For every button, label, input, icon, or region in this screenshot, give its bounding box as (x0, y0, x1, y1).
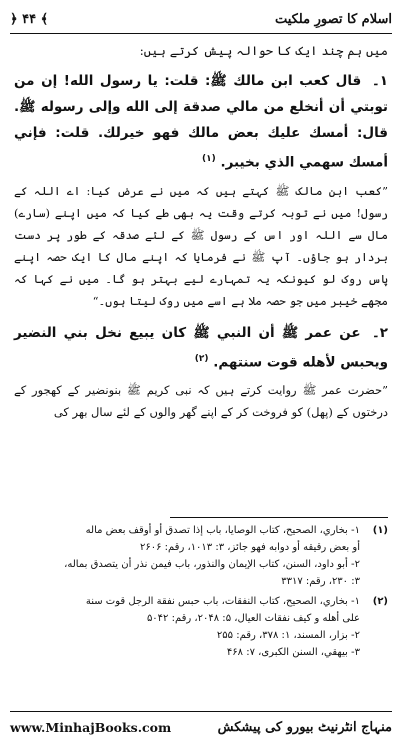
hadith-2-translation: ”حضرت عمر ﷺ روایت کرتے ہیں کہ نبی کریم ﷺ بنونضیر کے کھجور کے درختوں کے (پھل) کو فروخت کر کے اپنے گھر والوں کے لئے سال بھر کی (14, 383, 388, 419)
footnote-line: ۳: ۲۳۰، رقم: ۳۳۱۷ (281, 576, 360, 587)
page-footer (10, 714, 392, 740)
hadith-2-arabic (14, 320, 388, 376)
page-header (10, 6, 392, 32)
footnote-line: ۲- أبو داود، السنن، كتاب الإيمان والنذور، باب فيمن نذر أن يتصدق بماله، (64, 559, 360, 570)
page-number: ﴾ ۴۴ ﴿ (10, 11, 49, 27)
footnote-line: ۱- بخاري، الصحيح، كتاب النفقات، باب حبس نفقة الرجل قوت سنة (85, 596, 360, 607)
footnote-line: على أهله و كيف نفقات العيال، ۵: ۲۰۴۸، رقم: ۵۰۴۲ (146, 613, 360, 624)
footnote-rule (170, 517, 388, 518)
hadith-1-text: قال كعب ابن مالك ﷺ: قلت: يا رسول الله! إن من توبتي أن أنخلع من مالي صدقة إلى الله وإلى رسوله ﷺ. قال: أمسك عليك بعض مالك فهو خيرلك. قلت: فإني أمسك سهمي الذي بخيبر. (14, 73, 388, 171)
hadith-1-translation: ”کعب ابن مالک ﷺ کہتے ہیں کہ میں نے عرض کیا: اے اللہ کے رسول! میں نے توبہ کرتے وقت یہ بھی طے کیا کہ میں اپنے (سارے) مال سے اللہ اور اس کے رسول ﷺ کے لئے صدقہ کے طور پر دست بردار ہو جاؤں۔ آپ ﷺ نے فرمایا کہ اپنے مال کا ایک حصہ اپنے پاس روک لو کیونکہ یہ تمہارے لیے بہتر ہو گا۔ میں نے کہا کہ مجھے خیبر میں جو حصہ ملا ہے اسے میں روک لیتا ہوں۔“ (14, 183, 388, 308)
book-title: اسلام کا تصورِ ملکیت (274, 11, 392, 27)
header-rule (10, 33, 392, 34)
footnotes (14, 522, 388, 664)
footnote-2-lines (86, 593, 360, 661)
page-body (14, 40, 388, 431)
footnote-line: ۳- بيهقي، السنن الكبرى، ۷: ۴۶۸ (226, 647, 360, 658)
footnote-line: ۲- بزار، المسند، ۱: ۳۷۸، رقم: ۲۵۵ (216, 630, 360, 641)
hadith-1-ref: (۱) (202, 154, 216, 164)
hadith-2-text: عن عمر ﷺ أن النبي ﷺ كان يبيع نخل بني النضير ويحبس لأهله قوت سنتهم. (14, 324, 388, 370)
intro-text: میں ہم چند ایک کا حوالہ پیش کرتے ہیں: (139, 43, 388, 58)
hadith-1-arabic (14, 68, 388, 176)
footnote-line: ۱- بخاري، الصحيح، كتاب الوصايا، باب إذا تصدق أو أوقف بعض ماله (85, 525, 360, 536)
footnote-2 (14, 593, 388, 661)
footnote-1-lines (64, 522, 360, 590)
website-link[interactable]: www.MinhajBooks.com (10, 719, 172, 735)
footnote-2-number: (۲) (372, 596, 388, 607)
presented-by: منہاج انٹرنیٹ بیورو کی پیشکش (217, 719, 392, 735)
hadith-2-ref: (۲) (194, 353, 209, 364)
footer-rule (10, 711, 392, 712)
hadith-2-number: ۲۔ (371, 324, 388, 341)
footnote-1-number: (۱) (372, 525, 388, 536)
footnote-line: أو بعض رقيقه أو دوابه فهو جائز، ۳: ۱۰۱۳، رقم: ۲۶۰۶ (139, 542, 360, 553)
footnote-1 (14, 522, 388, 590)
hadith-1-number: ۱۔ (371, 73, 389, 89)
